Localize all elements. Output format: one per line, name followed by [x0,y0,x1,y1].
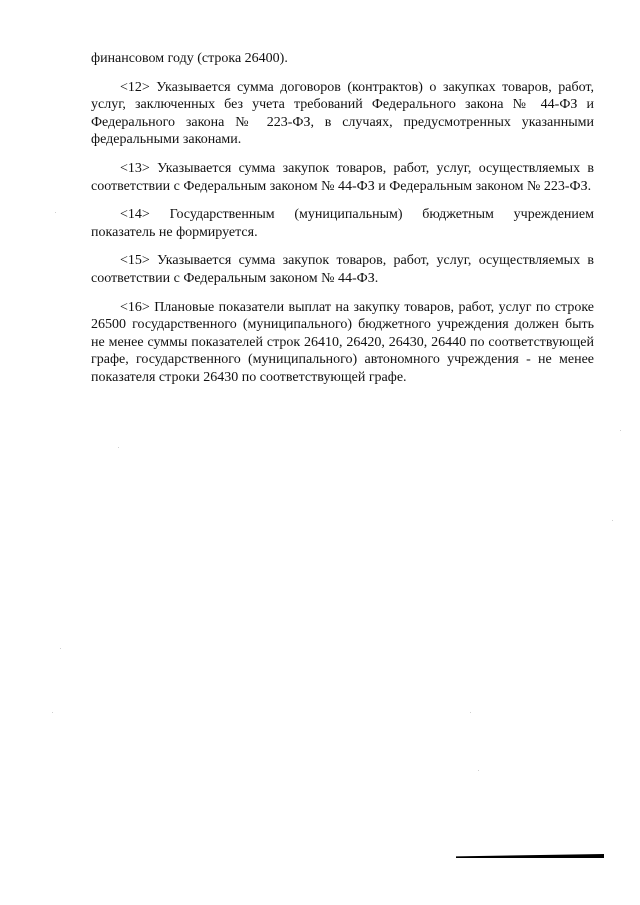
footnote-14: <14> Государственным (муниципальным) бюджетным учреждением показатель не формируется. [91,207,594,240]
scan-edge-rule [456,854,604,858]
paragraph-continuation: финансовом году (строка 26400). [91,51,288,66]
footnote-13: <13> Указывается сумма закупок товаров, работ, услуг, осуществляемых в соответствии с Федеральным законом № 44-ФЗ и Федеральным законом № 223-ФЗ. [91,160,594,194]
footnote-15: <15> Указывается сумма закупок товаров, работ, услуг, осуществляемых в соответствии с Федеральным законом № 44-ФЗ. [91,253,594,286]
footnote-12: <12> Указывается сумма договоров (контрактов) о закупках товаров, работ, услуг, заключенных без учета требований Федерального закона № 44-ФЗ и Федерального закона № 223-ФЗ, в случаях, предусмотренных указанными федеральными законами. [91,79,594,148]
document-body [91,50,594,398]
footnote-16: <16> Плановые показатели выплат на закупку товаров, работ, услуг по строке 26500 государственного (муниципального) бюджетного учреждения должен быть не менее суммы показателей строк 26410, 26420, 26430, 26440 по соответствующей графе, государственного (муниципального) автономного учреждения - не менее показателя строки 26430 по соответствующей графе. [91,299,594,385]
